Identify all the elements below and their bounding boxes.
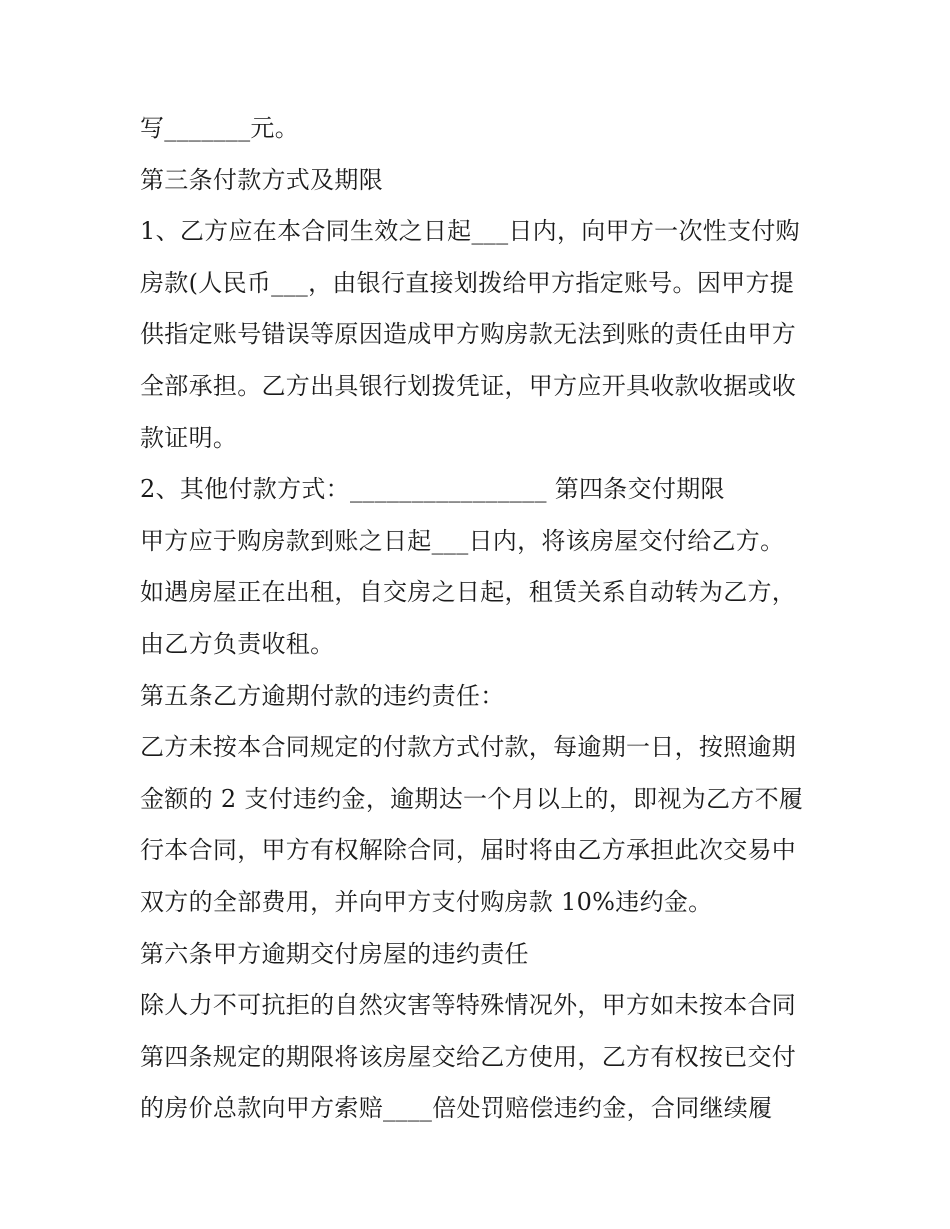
text-line: 房款(人民币___，由银行直接划拨给甲方指定账号。因甲方提	[140, 268, 795, 297]
text-line: 甲方应于购房款到账之日起___日内，将该房屋交付给乙方。	[140, 526, 785, 555]
text-line: 全部承担。乙方出具银行划拨凭证，甲方应开具收款收据或收	[140, 371, 797, 400]
text-line: 乙方未按本合同规定的付款方式付款，每逾期一日，按照逾期	[140, 733, 797, 762]
text-line: 写_______元。	[140, 114, 299, 142]
text-line: 的房价总款向甲方索赔____倍处罚赔偿违约金，合同继续履	[140, 1094, 773, 1123]
text-line: 由乙方负责收租。	[140, 629, 335, 658]
text-line: 第四条规定的期限将该房屋交给乙方使用，乙方有权按已交付	[140, 1042, 797, 1071]
text-line: 2、其他付款方式：________________ 第四条交付期限	[140, 475, 725, 504]
text-line: 除人力不可抗拒的自然灾害等特殊情况外，甲方如未按本合同	[140, 991, 797, 1020]
section-heading: 第六条甲方逾期交付房屋的违约责任	[140, 939, 529, 968]
text-line: 款证明。	[140, 423, 238, 452]
text-line: 1、乙方应在本合同生效之日起___日内，向甲方一次性支付购	[140, 217, 800, 246]
document-body	[140, 103, 820, 1135]
text-line: 如遇房屋正在出租，自交房之日起，租赁关系自动转为乙方，	[140, 578, 797, 607]
section-heading: 第三条付款方式及期限	[140, 165, 383, 194]
text-line: 金额的 2 支付违约金，逾期达一个月以上的，即视为乙方不履	[140, 784, 804, 813]
text-line: 供指定账号错误等原因造成甲方购房款无法到账的责任由甲方	[140, 320, 797, 349]
section-heading: 第五条乙方逾期付款的违约责任：	[140, 681, 505, 710]
text-line: 双方的全部费用，并向甲方支付购房款 10%违约金。	[140, 887, 713, 916]
text-line: 行本合同，甲方有权解除合同，届时将由乙方承担此次交易中	[140, 836, 797, 865]
